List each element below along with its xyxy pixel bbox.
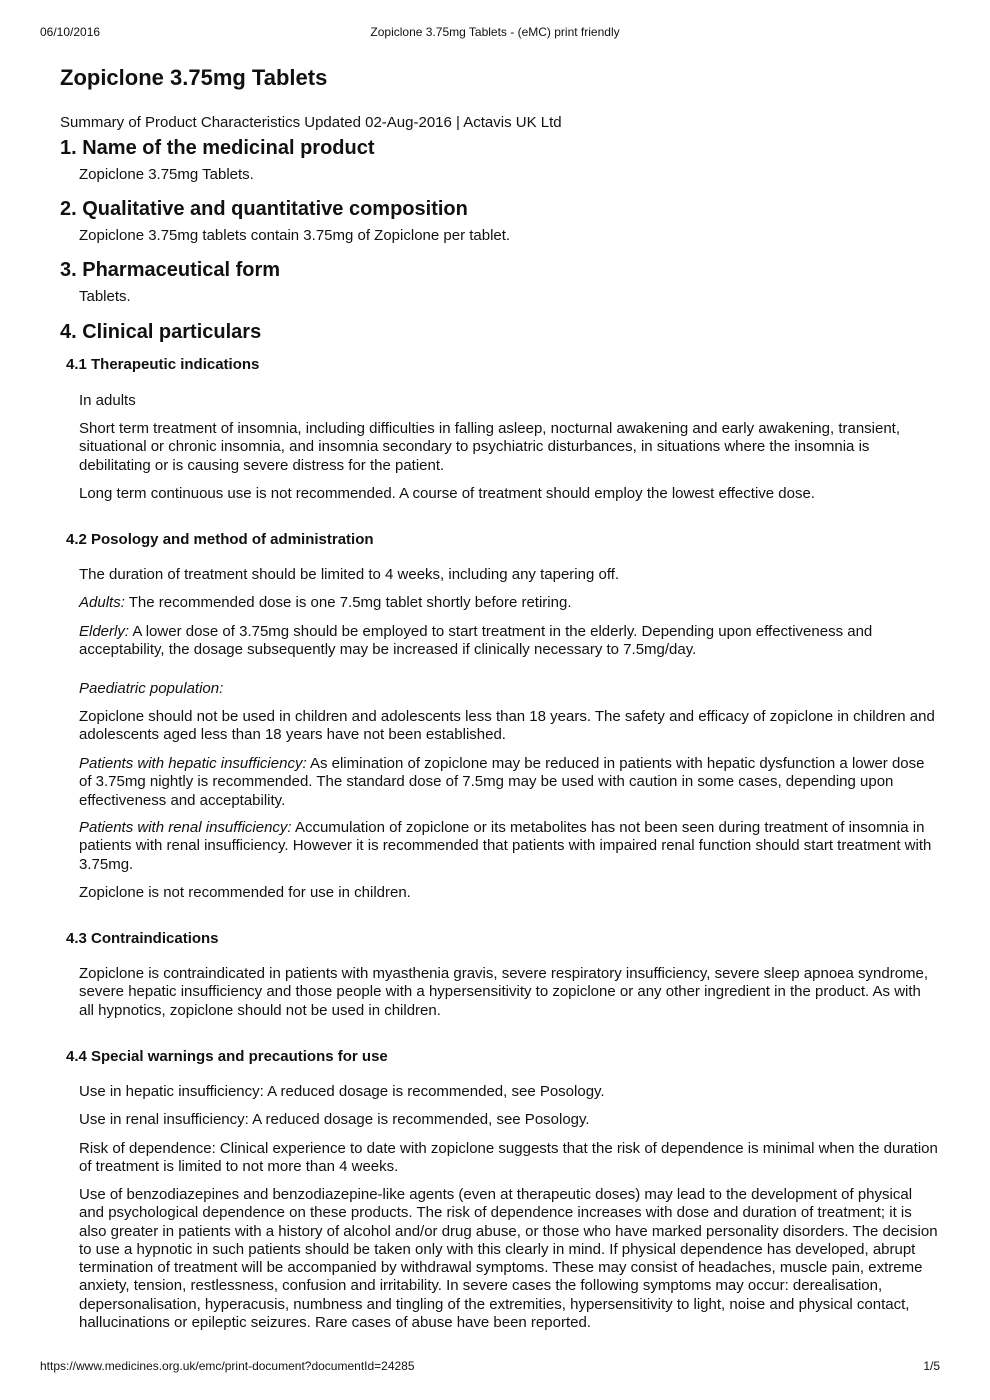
s41-paragraph-2: Short term treatment of insomnia, including difficulties in falling asleep, nocturnal awakening and early awakening, transient, situational or chronic insomnia, and insomnia secondary to psychiatric disturbances, in situations where the insomnia is debilitating or is causing severe distress for the patient. — [79, 420, 901, 474]
section-4-heading: 4. Clinical particulars — [60, 321, 262, 343]
print-date: 06/10/2016 — [40, 25, 101, 39]
section-1-heading: 1. Name of the medicinal product — [60, 137, 375, 159]
subsection-4-3-heading: 4.3 Contraindications — [66, 930, 219, 947]
s42-paragraph-renal — [79, 819, 939, 874]
hepatic-label: Patients with hepatic insufficiency: — [79, 755, 307, 772]
page-number: 1/5 — [923, 1359, 940, 1373]
s42-paragraph-1: The duration of treatment should be limited to 4 weeks, including any tapering off. — [79, 566, 620, 583]
section-1-text: Zopiclone 3.75mg Tablets. — [79, 166, 254, 183]
s44-paragraph-1: Use in hepatic insufficiency: A reduced dosage is recommended, see Posology. — [79, 1083, 605, 1100]
print-header-title: Zopiclone 3.75mg Tablets - (eMC) print friendly — [370, 25, 620, 39]
subsection-4-1-heading: 4.1 Therapeutic indications — [66, 356, 260, 373]
section-3-heading: 3. Pharmaceutical form — [60, 259, 281, 281]
document-title: Zopiclone 3.75mg Tablets — [60, 65, 328, 90]
subsection-4-4-heading: 4.4 Special warnings and precautions for use — [66, 1048, 388, 1065]
s42-paragraph-adults — [79, 594, 939, 612]
adults-text: The recommended dose is one 7.5mg tablet shortly before retiring. — [124, 594, 572, 611]
s42-paragraph-hepatic — [79, 755, 939, 810]
s44-paragraph-4: Use of benzodiazepines and benzodiazepine-like agents (even at therapeutic doses) may lead to the development of physical and psychological dependence on these products. The risk of dependence increases with dose and duration of treatment; it is also greater in patients with a history of alcohol and/or drug abuse, or those who have marked personality disorders. The decision to use a hypnotic in such patients should be taken only with this clearly in mind. If physical dependence has developed, abrupt termination of treatment will be accompanied by withdrawal symptoms. These may consist of headaches, muscle pain, extreme anxiety, tension, restlessness, confusion and irritability. In severe cases the following symptoms may occur: derealisation, depersonalisation, hyperacusis, numbness and tingling of the extremities, hypersensitivity to light, noise and physical contact, hallucinations or epileptic seizures. Rare cases of abuse have been reported. — [79, 1186, 938, 1332]
s42-paragraph-elderly — [79, 623, 939, 660]
s44-paragraph-3: Risk of dependence: Clinical experience to date with zopiclone suggests that the risk of dependence is minimal when the duration of treatment is limited to not more than 4 weeks. — [79, 1140, 938, 1176]
s41-paragraph-1: In adults — [79, 392, 136, 409]
s42-paragraph-children: Zopiclone is not recommended for use in children. — [79, 884, 411, 901]
print-url: https://www.medicines.org.uk/emc/print-document?documentId=24285 — [40, 1359, 415, 1373]
hepatic-text: As elimination of zopiclone may be reduced in patients with hepatic dysfunction a lower dose of 3.75mg nightly is recommended. The standard dose of 7.5mg may be used with caution in some cases, depending upon effectiveness and acceptability. — [79, 755, 925, 809]
section-2-heading: 2. Qualitative and quantitative composition — [60, 198, 468, 220]
s43-paragraph-1: Zopiclone is contraindicated in patients with myasthenia gravis, severe respiratory insufficiency, severe sleep apnoea syndrome, severe hepatic insufficiency and those people with a hypersensitivity to zopiclone or any other ingredient in the product. As with all hypnotics, zopiclone should not be used in children. — [79, 965, 929, 1019]
section-2-text: Zopiclone 3.75mg tablets contain 3.75mg of Zopiclone per tablet. — [79, 227, 511, 244]
s42-paragraph-paediatric: Zopiclone should not be used in children and adolescents less than 18 years. The safety and efficacy of zopiclone in children and adolescents aged less than 18 years have not been established. — [79, 708, 935, 744]
subsection-4-2-heading: 4.2 Posology and method of administration — [66, 531, 374, 548]
section-3-text: Tablets. — [79, 288, 131, 305]
renal-label: Patients with renal insufficiency: — [79, 819, 292, 836]
s41-paragraph-3: Long term continuous use is not recommended. A course of treatment should employ the lowest effective dose. — [79, 485, 815, 502]
document-summary: Summary of Product Characteristics Updated 02-Aug-2016 | Actavis UK Ltd — [60, 114, 562, 131]
elderly-label: Elderly: — [79, 623, 130, 640]
renal-text: Accumulation of zopiclone or its metabolites has not been seen during treatment of insomnia in patients with renal insufficiency. However it is recommended that patients with impaired renal function should start treatment with 3.75mg. — [79, 819, 932, 873]
paediatric-label: Paediatric population: — [79, 680, 224, 697]
adults-label: Adults: — [79, 594, 125, 611]
s44-paragraph-2: Use in renal insufficiency: A reduced dosage is recommended, see Posology. — [79, 1111, 590, 1128]
elderly-text: A lower dose of 3.75mg should be employed to start treatment in the elderly. Depending upon effectiveness and acceptability, the dosage subsequently may be increased if clinically necessary to 7.5mg/day. — [79, 623, 873, 659]
